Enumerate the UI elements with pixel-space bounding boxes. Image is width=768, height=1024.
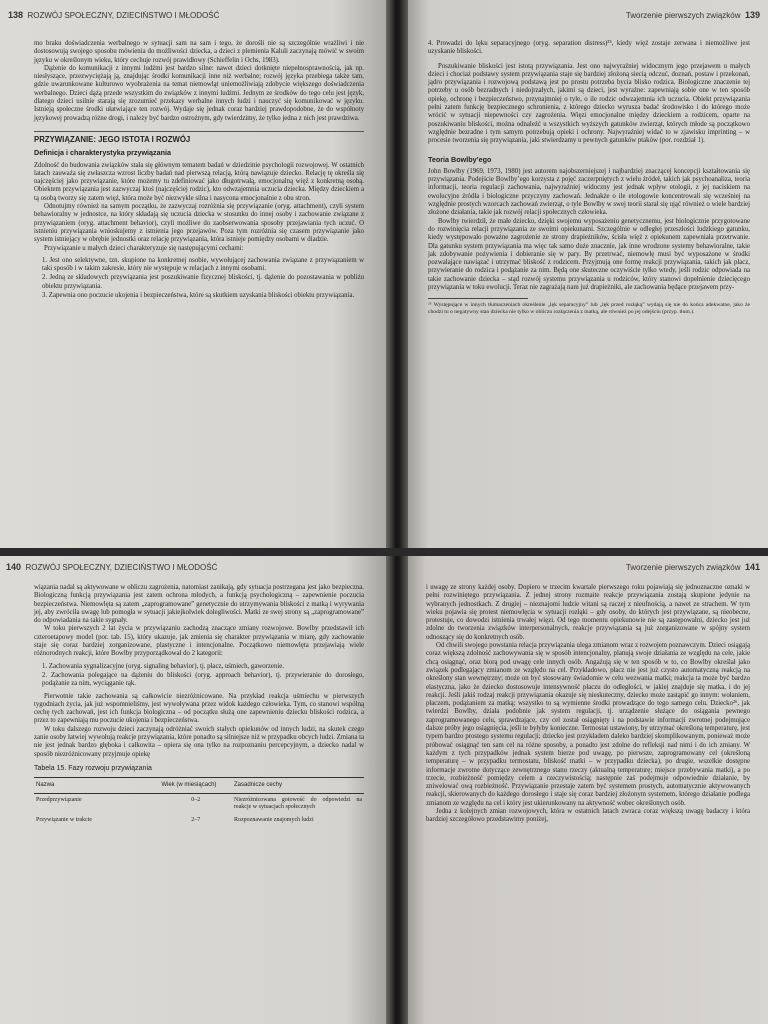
table-cell: Niezróżnicowana gotowość do odpowiedzi na reakcje w sytuacjach społecznych xyxy=(233,796,362,810)
table-row xyxy=(34,793,364,814)
running-head xyxy=(6,562,217,572)
phases-table xyxy=(34,777,364,826)
running-head xyxy=(8,10,219,20)
list-item: 1. Jest ono selektywne, tzn. skupione na konkretnej osobie, wywołującej zachowania związane z przywiązaniem w taki sposób i w takim zakresie, który nie występuje w relacjach z innymi osobami. xyxy=(42,256,364,273)
column-header: Wiek (w miesiącach) xyxy=(159,778,232,793)
text-column xyxy=(428,40,750,316)
paragraph: wiązania nadal są aktywowane w obliczu zagrożenia, natomiast zanikają, gdy sytuacja postrzegana jest jako bezpieczna. Biologiczną funkcją przywiązania jest zatem ochrona młodych, a funkcją psychologiczną – zapewnienie poczucia bezpieczeństwa. Niemowlęta są zatem „zaprogramowane” genetycznie do utrzymywania bliskości z matką i wyrywania jej, aby zwróciła uwagę lub pomogła w sytuacji jakiejkolwiek dolegliwości. Matki ze swej strony są „zaprogramowane” do odpowiadania na takie sygnały. xyxy=(34,584,364,625)
running-head-text: Tworzenie pierwszych związków xyxy=(625,11,741,20)
text-column xyxy=(34,584,364,827)
paragraph: Poszukiwanie bliskości jest istotą przywiązania. Jest ono najwyraźniej widocznym jego przejawem u małych dzieci i chociaż podstawy system przywiązania staje się bardziej złożoną siecią odczuć, doznań, postaw i przekonań, jądro przywiązania i rozwojową podstawą jest po prostu potrzeba bycia blisko rodzica. Biologiczne znaczenie tej potrzeby u osób bezradnych i niedojrzałych, jakimi są dzieci, jest wyraźne: zapewniają sobie one w ten sposób opiekę, ochronę i bezpieczeństwo, przynajmniej o tyle, o ile rodzic odwzajemnia ich uczucia. Obiekt przywiązania pełni zatem funkcję bezpiecznego schronienia, z którego dziecko wyrusza badać środowisko i do którego może wrócić w sytuacji niepewności czy zagrożenia. Więzi emocjonalne między dzieckiem a rodzicem, oparte na poszukiwaniu bliskości, można odnaleźć u wszystkich wyższych gatunków zwierząt, których młode są początkowo względnie bezradne i tym samym potrzebują opieki i ochrony. Najwyraźniej widać to w zjawisku imprinting – w procesie tworzenia się przywiązania, jaki stwierdzamy u pewnych gatunków ptaków (por. rozdział 1). xyxy=(428,62,750,145)
paragraph: Przywiązanie u małych dzieci charakteryzuje się następującymi cechami: xyxy=(44,244,244,252)
page-140 xyxy=(0,552,392,1024)
page-number: 140 xyxy=(6,562,22,572)
paragraph: W toku dalszego rozwoju dzieci zaczynają odróżniać swoich stałych opiekunów od innych ludzi, na skutek czego zanie osoby łatwiej wywołują reakcje przywiązania, które ponadto są silniejsze niż w przypadku obcych ludzi. Zmiana ta nie jest jednak bardzo głęboka i całkowita – opiera się ona tylko na rozpoznaniu percepcyjnym, a dziecko nadal w sposób niezróżnicowany przyjmuje opiekę xyxy=(34,725,364,758)
list-item: 3. Zapewnia ono poczucie ukojenia i bezpieczeństwa, które są skutkiem uzyskania bliskości obiektu przywiązania. xyxy=(42,292,355,300)
paragraph: John Bowlby (1969, 1973, 1980) jest autorem najobszerniejszej i najbardziej znaczącej koncepcji kształtowania się przywiązania. Podejście Bowlby’ego korzysta z pojęć zaczerpniętych z wielu źródeł, takich jak psychoanaliza, teoria informacji, teoria regulacji zachowania, najwyraźniej widoczny jest jednak wpływ etologii, z jej naciskiem na ewolucyjne źródła i biologiczne przyczyny zachowań. Jednakże o ile etologowie koncentrowali się wcześniej na względnie prostych wzorcach zachowań zwierząt, o tyle Bowlby w swej teorii starał się ująć również o wiele bardziej złożone działania, takie jak rozwój relacji społecznych człowieka. xyxy=(428,167,750,217)
subsection-heading: Teoria Bowlby’ego xyxy=(428,154,492,164)
table-cell: Przedprzywiązanie xyxy=(36,796,82,803)
running-head xyxy=(626,562,760,572)
page-number: 139 xyxy=(744,10,760,20)
list-item: 1. Zachowania sygnalizacyjne (oryg. signaling behavior), tj. płacz, uśmiech, gaworzenie. xyxy=(42,662,284,670)
running-head-text: ROZWÓJ SPOŁECZNY, DZIECIŃSTWO I MŁODOŚĆ xyxy=(27,11,220,20)
feature-list xyxy=(42,257,364,300)
paragraph: Zdolność do budowania związków stała się głównym tematem badań w dziedzinie psychologii rozwojowej. W ostatnich latach zauważa się zwłaszcza wzrost liczby badań nad pierwszą relacją, którą nawiązuje dziecko. Relację tę określa się najczęściej jako przywiązanie, które możemy tu zdefiniować jako długotrwałą, emocjonalną więź z konkretną osobą. Obiektem przywiązania jest zazwyczaj ktoś (najczęściej rodzic), kto odwzajemnia uczucia dziecka. Między dzieckiem a tą osobą tworzy się zatem więź, która może być niezwykle silna i nasycona emocjonalnie z obu stron. xyxy=(34,161,364,202)
list-item: 2. Zachowania polegające na dążeniu do bliskości (oryg. approach behavior), tj. przywieranie do dorosłego, podążanie za nim, wyciąganie rąk. xyxy=(42,671,364,688)
paragraph: Jedna z kolejnych zmian rozwojowych, która w ostatnich latach zwraca coraz większą uwagę badaczy i która bardziej szczegółowo przedstawimy poniżej, xyxy=(426,808,750,824)
paragraph: i uwagę ze strony każdej osoby. Dopiero w trzecim kwartale pierwszego roku pojawiają się jednoznaczne oznaki w pełni rozwiniętego przywiązania. Z jednej strony rozmaite reakcje przywiązania zostają skupione jedynie na wybranych jednostkach. Z drugiej – nieznajomi ludzie witani są raczej z nieufnością, a nawet ze strachem. W tym wieku pojawia się protest niemowlęcia w sytuacji rozłąki – gdy osoby, do których jest przywiązane, są nieobecne, protestuje, co dowodzi istnienia trwałej więzi. Od tego momentu opiekunowie nie są zastępowalni, dziecko jest już zdolne do tworzenia związków interpersonalnych, reakcje przywiązania są już zorganizowane w spójny system odnoszący się do konkretnych osób. xyxy=(426,584,750,641)
column-header: Nazwa xyxy=(34,778,159,793)
list-item: 2. Jedną ze składowych przywiązania jest poszukiwanie fizycznej bliskości, tj. dążenie do pozostawania w pobliżu obiektu przywiązania. xyxy=(42,274,364,290)
scan-separator xyxy=(0,548,768,556)
subsection-heading: Definicja i charakterystyka przywiązania xyxy=(34,148,172,158)
text-column xyxy=(34,40,364,304)
running-head-text: Tworzenie pierwszych związków xyxy=(625,563,741,572)
behavior-list xyxy=(42,663,364,689)
paragraph: W toku pierwszych 2 lat życia w przywiązaniu zachodzą znaczące zmiany rozwojowe. Bowlby przedstawił ich czteroetapowy model (por. tab. 15), który ukazuje, jak zmienia się charakter przywiązania w miarę, gdy zachowanie staje się coraz bardziej zorganizowane, plastyczne i intencjonalne. Początkowo niemowlęta przejawiają wiele różnorodnych reakcji, które Bowlby przyporządkował do 2 kategorii: xyxy=(34,625,364,658)
paragraph: mo braku doświadczenia werbalnego w sytuacji sam na sam i tego, że dorośli nie są szczególnie wrażliwi i nie dostosowują swojego sposobu mówienia do możliwości dziecka, a dzieci z plemienia Kaluli zaczynają mówić w swoim języku w określonym wieku, który cechuje rozwój prawidłowy (Schieffelin i Ochs, 1983). xyxy=(34,40,364,64)
page-138 xyxy=(0,0,392,552)
table-header-row xyxy=(34,778,364,793)
paragraph: Od chwili swojego powstania relacja przywiązania ulega zmianom wraz z rozwojem poznawczym. Dzieci osiągają coraz większą zdolność zachowywania się w sposób intencjonalny, planują swoje działania ze względu na cele, jakie chcą osiągnąć, oraz biorą pod uwagę cele innych osób. Angażują się w ten sposób w to, co Bowlby określał jako związek podlegający zmianom ze względu na cel. Przykładowo, płacz nie jest już czysto automatyczną reakcją na określony stan wewnętrzny; może on być stosowany świadomie w celu wezwania matki; reakcja ta może być bardzo elastyczna, jako że dziecko dostosowuje intensywność płaczu do odległości, w jakiej znajduje się matka, i do jej reakcji. Jeśli jakiś rodzaj reakcji przywiązania okazuje się nieskuteczny, dziecko może zastąpić go innym: wołaniem, płaczem, podążaniem za matką; wszystko to są wymienne środki prowadzące do tego samego celu. Dziecko²⁶, jak twierdzi Bowlby, działa podobnie jak system regulacji, tj. urządzenie służące do osiągania pewnego zaprogramowanego celu, sprawdzające, czy cel został osiągnięty i na podstawie informacji zwrotnej podejmujące dalsze próby jego osiągnięcia, jeśli te byłyby konieczne. Termostat ustawiony, by utrzymać określoną temperaturę, jest typem bardzo prostego systemu regulacji; dziecko jest przykładem daleko bardziej skomplikowanym, ponieważ może próbować osiągnąć ten sam cel na różne sposoby, a ponadto jest zdolne do refleksji nad nimi i do ich zmiany. W każdym z tych przypadków jednak system bierze pod uwagę, po pierwsze, zaprogramowany cel (określoną temperaturę – w przypadku termostatu, bliskość matki – w przypadku dziecka), po drugie, wszelkie dostępne informacje zwrotne dotyczące zewnętrznego stanu rzeczy (aktualną temperaturę; miejsce przebywania matki), a po trzecie, rozbieżność pomiędzy celem a rzeczywistością; następnie zaś podejmuje odpowiednie działanie, by zniwelować ową rozbieżność. Przywiązanie przestaje zatem być systemem prostych, automatycznie aktywowanych reakcji, skierowanych do każdego dorosłego i staje się coraz bardziej złożonym systemem, którego działanie podlega zmianom ze względu na cel i który jest ukierunkowany na aktywność wobec określonych osób. xyxy=(426,642,750,807)
running-head xyxy=(626,10,760,20)
paragraph: Dążenie do komunikacji z innymi ludźmi jest bardzo silne: nawet dzieci dotknięte niepełnosprawnością, jak np. niesłyszące, przezwyciężają ją, znajdując środki komunikacji inne niż werbalne; rozwój języka przebiega także tam, gdzie uwarunkowane kulturowo wyobrażenia na temat niemowląt uniemożliwiają zdobycie większego doświadczenia werbalnego. Dzieci dążą przede wszystkim do związków z innymi ludźmi. Jednym ze środków do tego celu jest język, dlatego dzieci usilnie starają się zrozumieć przekazy werbalne innych ludzi i nauczyć się komunikować w języku. Istnieją społeczne środki ułatwiające ten rozwój. Wydaje się jednak coraz bardziej prawdopodobne, że do współnoty językowej prowadzą różne drogi, i należy być bardzo ostrożnym, gdy twierdzimy, że tylko jedna z nich jest prawdziwa. xyxy=(34,64,364,122)
paragraph: Odnotujmy również na samym początku, że zazwyczaj rozróżnia się przywiązanie (oryg. attachment), czyli system behawioralny w jednostce, na który składają się uczucia dziecka w stosunku do innej osoby i zachowanie związane z przywiązaniem (oryg. attachment behavior), czyli możliwe do zaobserwowania sposoby przejawiania tych uczuć. O istnieniu przywiązania wnioskujemy z istnienia jego przejawów. Poza tym rozróżnia się czasem przywiązanie jako system istniejący w obrębie jednostki oraz relację przywiązania, która istnieje pomiędzy osobami w diadzie. xyxy=(34,203,364,244)
table-row xyxy=(34,814,364,827)
table-cell: 0–2 xyxy=(191,796,201,803)
book-gutter xyxy=(386,552,408,1024)
footnote: ²⁵ Występujące w innych tłumaczeniach określenie „lęk separacyjny” lub „lęk przed rozłąką” wydają się nie do końca adekwatne, jako że chodzi tu o negatywny stan dziecka nie tylko w obliczu rozłączenia z matką, ale również po jej odejściu (przyp. tłum.). xyxy=(428,302,750,316)
text-column xyxy=(426,584,750,825)
page-number: 141 xyxy=(744,562,760,572)
table-caption: Tabela 15. Fazy rozwoju przywiązania xyxy=(34,764,152,772)
paragraph: 4. Prowadzi do lęku separacyjnego (oryg. separation distress)²⁵, kiedy więź zostaje zerwana i niemożliwe jest uzyskanie bliskości. xyxy=(428,40,750,56)
section-heading: PRZYWIĄZANIE: JEGO ISTOTA I ROZWÓJ xyxy=(34,131,364,144)
paragraph: Pierwotnie takie zachowania są całkowicie niezróżnicowane. Na przykład reakcja uśmiechu w pierwszych tygodniach życia, jak już wspomnieliśmy, jest wywoływana przez widok każdego człowieka. Tym, co stanowi wspólną cechę tych zachowań, jest ich funkcja biologiczna – od początku służą one zapewnieniu dziecku bliskości rodzica, a przez to zapewniają mu poczucie ukojenia i bezpieczeństwa. xyxy=(34,692,364,725)
page-number: 138 xyxy=(8,10,24,20)
running-head-text: ROZWÓJ SPOŁECZNY, DZIECIŃSTWO I MŁODOŚĆ xyxy=(25,563,218,572)
footnote-rule xyxy=(428,298,528,299)
table-cell: Rozpoznawanie znajomych ludzi xyxy=(233,816,314,823)
table-cell: Przywiązanie w trakcie xyxy=(36,816,92,823)
table-cell: 2–7 xyxy=(191,816,201,823)
book-gutter xyxy=(386,0,408,552)
page-139 xyxy=(400,0,768,552)
column-header: Zasadnicze cechy xyxy=(232,778,364,793)
page-141 xyxy=(400,552,768,1024)
paragraph: Bowlby twierdził, że małe dziecko, dzięki swojemu wyposażeniu genetycznemu, jest biologicznie przygotowane do rozwinięcia relacji przywiązania ze swoimi opiekunami. Szczególnie w odległej przeszłości ludzkiego gatunku, kiedy występowało poważne zagrożenie ze strony drapieżników, ścisła więź z opiekunem zapewniała przetrwanie. Dla gatunku system przywiązania ma więc tak samo duże znacznie, jak inne wrodzone systemy behawioralne, takie jak zdobywanie pożywienia i dobieranie się w pary. By przetrwać, niemowlę musi być wyposażone w środki pozwalające nawiązać i utrzymać bliskość z rodzicem. Przyjmują one formę reakcji przywiązania, takich jak płacz, przywieranie do rodzica i podążanie za nim. Będą one skuteczne oczywiście tylko wtedy, jeśli rodzic odpowiada na takie zachowanie dziecka – stąd rozwój systemu przywiązania u rodziców, który stanowi dopełnienie dziecięcego przywiązania w toku ewolucji. Teraz nie zagrażają nam już drapieżniki, ale zachowania będące przejawem przy- xyxy=(428,217,750,292)
